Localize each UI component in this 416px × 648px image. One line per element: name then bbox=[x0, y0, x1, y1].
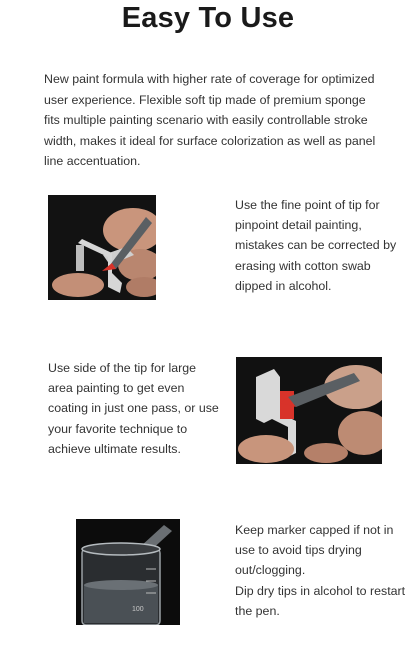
svg-text:100: 100 bbox=[132, 606, 144, 613]
cap-storage-caption-line: Keep marker capped if not in use to avoid tips drying out/clogging. Dip dry tips in alcohol to restart the pen. bbox=[235, 523, 406, 618]
fine-tip-detail-photo bbox=[48, 195, 156, 300]
page-title: Easy To Use bbox=[121, 2, 295, 34]
fine-tip-caption: Use the fine point of tip for pinpoint detail painting, mistakes can be corrected by erasing with cotton swab dipped in alcohol. bbox=[235, 198, 397, 293]
side-tip-coating-photo bbox=[236, 357, 382, 464]
alcohol-dip-photo bbox=[76, 519, 180, 625]
side-tip-caption: Use side of the tip for large area painting to get even coating in just one pass, or use your favorite technique to achieve ultimate results. bbox=[48, 361, 219, 456]
intro-paragraph: New paint formula with higher rate of coverage for optimized user experience. Flexible soft tip made of premium sponge fits multiple painting scenario with easily controllable stroke width, makes it ideal for surface colorization as well as panel line accentuation. bbox=[44, 72, 376, 169]
cap-storage-caption bbox=[235, 520, 410, 621]
